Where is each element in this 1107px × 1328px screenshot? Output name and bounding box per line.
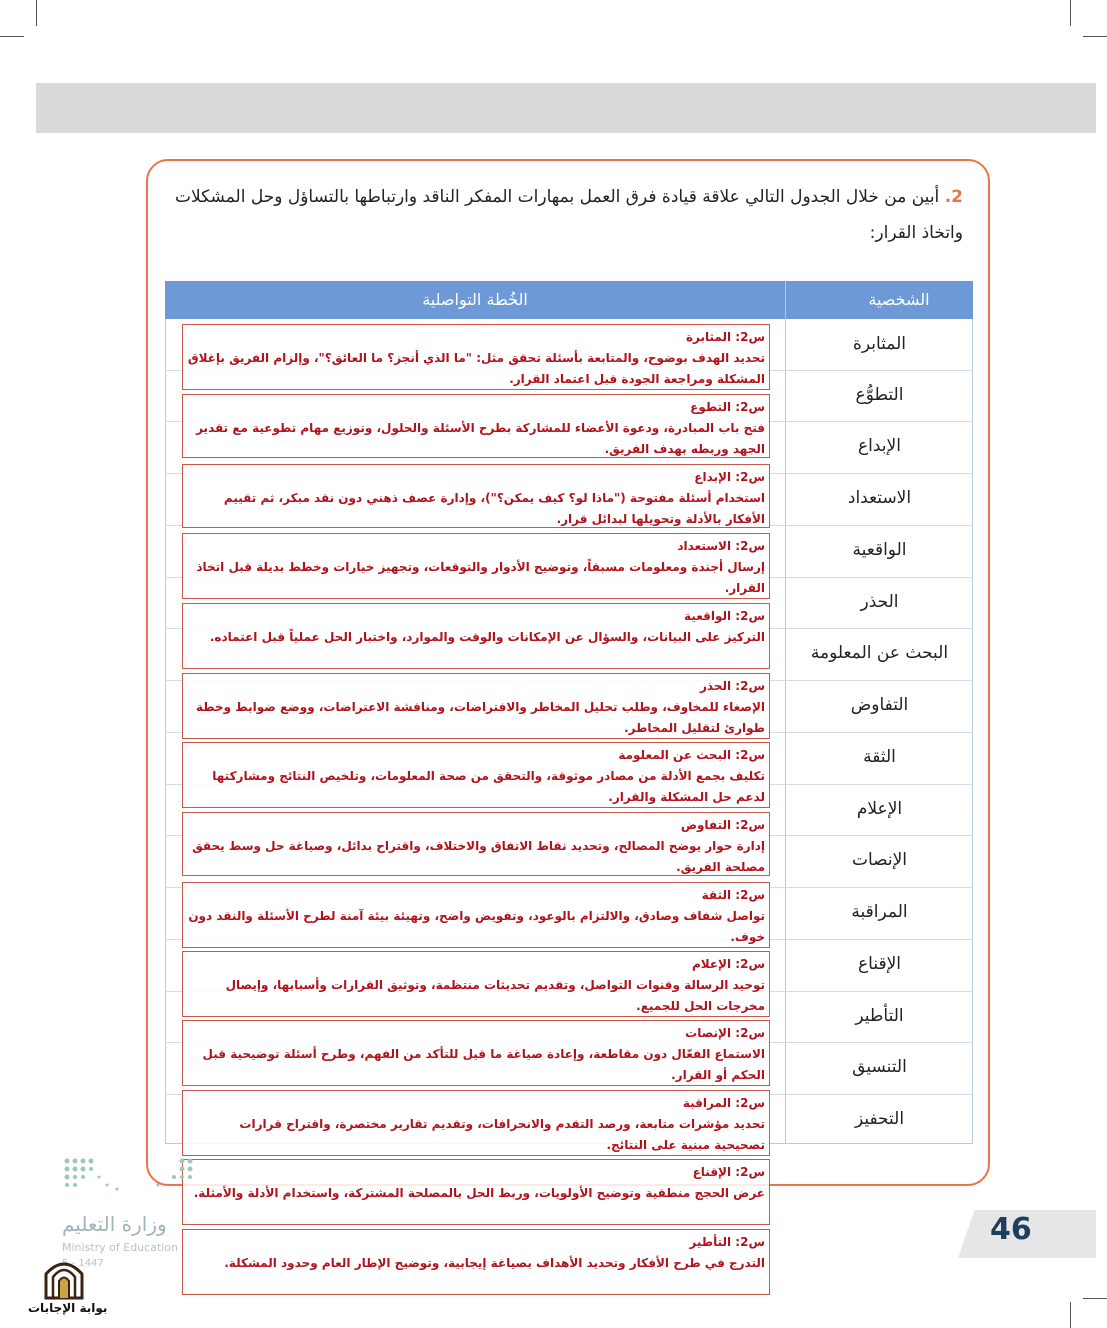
answer-text: تحديد مؤشرات متابعة، ورصد التقدم والانحرافات، وتقديم تقارير مختصرة، واقتراح قرارات تصحيحية مبنية على النتائج. [239, 1117, 765, 1152]
ministry-logo-icon [62, 1156, 202, 1196]
answer-box [182, 1159, 770, 1225]
answer-heading: س2: التأطير [689, 1235, 765, 1249]
header-banner [36, 83, 1096, 133]
personality-cell: التطوُّع [855, 385, 904, 405]
ministry-name-ar: وزارة التعليم [62, 1212, 167, 1236]
answer-text: التركيز على البيانات، والسؤال عن الإمكانات والوقت والموارد، واختبار الحل عملياً قبل اعتماده. [209, 630, 765, 644]
answer-box [182, 1229, 770, 1295]
personality-cell: الإبداع [858, 436, 901, 456]
personality-cell: الإقناع [858, 954, 901, 974]
answer-heading: س2: التفاوض [680, 818, 765, 832]
answer-text: فتح باب المبادرة، ودعوة الأعضاء للمشاركة بطرح الأسئلة والحلول، وتوزيع مهام تطوعية مع تقدير الجهد وربطه بهدف الفريق. [196, 421, 765, 456]
answer-heading: س2: الاستعداد [677, 539, 765, 553]
personality-cell: البحث عن المعلومة [810, 643, 949, 663]
table-header [165, 281, 973, 319]
answer-heading: س2: الإقناع [692, 1165, 765, 1179]
question-line-1 [175, 187, 963, 207]
answer-text: الاستماع الفعّال دون مقاطعة، وإعادة صياغة ما قيل للتأكد من الفهم، وطرح أسئلة توضيحية قبل الحكم أو القرار. [202, 1047, 765, 1082]
personality-cell: الحذر [860, 592, 899, 612]
answer-heading: س2: الإعلام [691, 957, 765, 971]
answer-heading: س2: الحذر [699, 679, 765, 693]
gate-label: بوابة الإجابات [28, 1301, 108, 1315]
question-line-2 [870, 223, 963, 243]
gate-icon [42, 1254, 86, 1300]
answer-heading: س2: الإنصات [685, 1026, 765, 1040]
answer-box [182, 533, 770, 599]
answer-box [182, 1090, 770, 1156]
personality-cell: الإنصات [851, 850, 908, 870]
answer-text: استخدام أسئلة مفتوحة ("ماذا لو؟ كيف يمكن؟")، وإدارة عصف ذهني دون نقد مبكر، ثم تقييم الأفكار بالأدلة وتحويلها لبدائل قرار. [223, 491, 765, 526]
answer-text: تواصل شفاف وصادق، والالتزام بالوعود، وتفويض واضح، وتهيئة بيئة آمنة لطرح الأسئلة والنقد دون خوف. [188, 909, 765, 944]
answer-text: تكليف بجمع الأدلة من مصادر موثوقة، والتحقق من صحة المعلومات، وتلخيص النتائج ومشاركتها لدعم حل المشكلة والقرار. [212, 769, 765, 804]
answer-box [182, 951, 770, 1017]
answer-heading: س2: البحث عن المعلومة [618, 748, 765, 762]
personality-cell: الواقعية [852, 540, 907, 560]
answer-box [182, 882, 770, 948]
personality-cell: المراقبة [851, 902, 908, 922]
personality-cell: الاستعداد [847, 488, 912, 508]
answer-text: إرسال أجندة ومعلومات مسبقاً، وتوضيح الأدوار والتوقعات، وتجهيز خيارات وخطط بديلة قبل اتخاذ القرار. [196, 560, 765, 595]
personality-cell: التفاوض [850, 695, 909, 715]
answer-text: تحديد الهدف بوضوح، والمتابعة بأسئلة تحقق مثل: "ما الذي أنجز؟ ما العائق؟"، وإلزام الفريق بإغلاق المشكلة ومراجعة الجودة قبل اعتماد القرار. [187, 351, 765, 386]
crop-mark [1083, 36, 1107, 37]
crop-mark [1070, 0, 1071, 26]
answer-heading: س2: الإبداع [694, 470, 765, 484]
ministry-year: 5 - 1447 [62, 1258, 104, 1269]
crop-mark [36, 0, 37, 26]
crop-mark [1070, 1302, 1071, 1328]
answer-box [182, 1020, 770, 1086]
answer-text: الإصغاء للمخاوف، وطلب تحليل المخاطر والافتراضات، ومناقشة الاعتراضات، ووضع ضوابط وخطة طوارئ لتقليل المخاطر. [195, 700, 765, 735]
answer-heading: س2: الواقعية [684, 609, 765, 623]
answer-heading: س2: التطوع [690, 400, 765, 414]
crop-mark [0, 36, 24, 37]
answer-heading: س2: الثقة [701, 888, 765, 902]
question-number: 2. [944, 187, 963, 207]
personality-cell: التأطير [855, 1006, 904, 1026]
answer-box [182, 742, 770, 808]
personality-cell: التحفيز [854, 1109, 905, 1129]
answer-text: إدارة حوار يوضح المصالح، وتحديد نقاط الاتفاق والاختلاف، واقتراح بدائل، وصياغة حل وسط يحقق مصلحة الفريق. [192, 839, 765, 874]
header-personality: الشخصية [868, 290, 930, 309]
answer-box [182, 673, 770, 739]
question-text-continued: واتخاذ القرار: [869, 223, 963, 243]
personality-cell: المثابرة [852, 334, 907, 354]
answer-text: توحيد الرسالة وقنوات التواصل، وتقديم تحديثات منتظمة، وتوثيق القرارات وأسبابها، وإيصال مخرجات الحل للجميع. [225, 978, 765, 1013]
crop-mark [1083, 1298, 1107, 1299]
personality-cell: الإعلام [856, 799, 903, 819]
answer-box [182, 812, 770, 876]
answer-heading: س2: المراقبة [682, 1096, 765, 1110]
personality-cell: التنسيق [852, 1057, 907, 1077]
ministry-name-en: Ministry of Education [62, 1241, 179, 1254]
answer-box [182, 464, 770, 528]
answer-text: عرض الحجج منطقية وتوضيح الأولويات، وربط الحل بالمصلحة المشتركة، واستخدام الأدلة والأمثلة. [193, 1186, 765, 1200]
answer-box [182, 324, 770, 390]
answer-box [182, 603, 770, 669]
answer-heading: س2: المثابرة [685, 330, 765, 344]
header-plan: الخُطة التواصلية [422, 290, 528, 309]
answer-box [182, 394, 770, 458]
question-text: أبين من خلال الجدول التالي علاقة قيادة فرق العمل بمهارات المفكر الناقد وارتباطها بالتساؤل وحل المشكلات [175, 187, 940, 207]
page-number: 46 [990, 1212, 1032, 1247]
answer-text: التدرج في طرح الأفكار وتحديد الأهداف بصياغة إيجابية، وتوضيح الإطار العام وحدود المشكلة. [224, 1256, 765, 1270]
personality-cell: الثقة [863, 747, 896, 767]
